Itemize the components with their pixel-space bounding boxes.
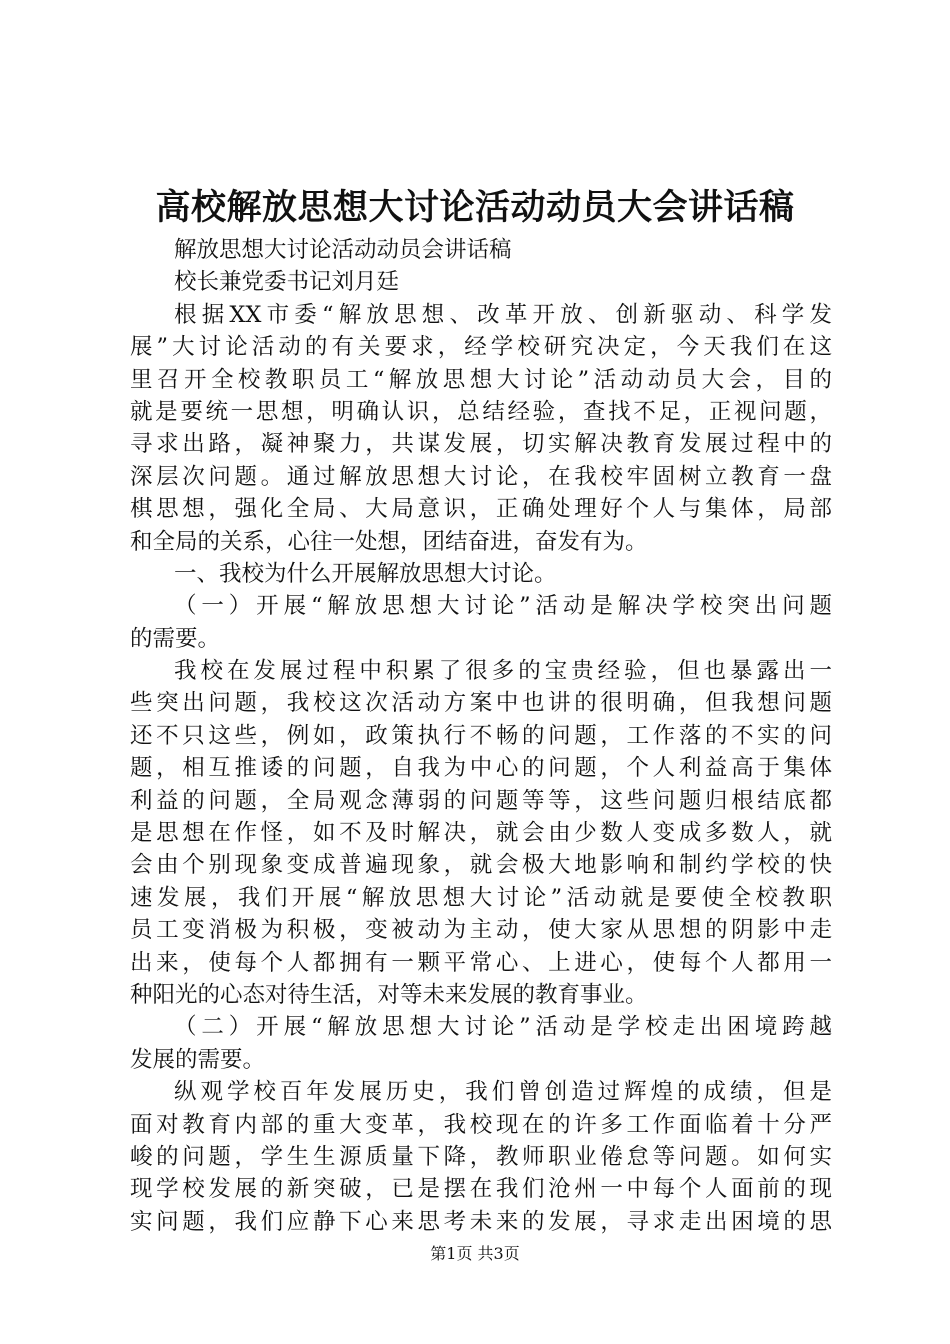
paragraph-line: 员工变消极为积极，变被动为主动，使大家从思想的阴影中走 (130, 917, 832, 944)
paragraph-line: 纵观学校百年发展历史，我们曾创造过辉煌的成绩，但是 (174, 1079, 832, 1106)
document-title: 高校解放思想大讨论活动动员大会讲话稿 (155, 187, 795, 228)
paragraph-line: 些突出问题，我校这次活动方案中也讲的很明确，但我想问题 (130, 690, 832, 717)
paragraph-line: 棋思想，强化全局、大局意识，正确处理好个人与集体，局部 (130, 496, 832, 523)
author-line: 校长兼党委书记刘月廷 (174, 269, 400, 296)
paragraph-line: 利益的问题，全局观念薄弱的问题等等，这些问题归根结底都 (130, 787, 832, 814)
subsection-heading: （一）开展“解放思想大讨论”活动是解决学校突出问题 (174, 593, 832, 620)
paragraph-line: 面对教育内部的重大变革，我校现在的许多工作面临着十分严 (130, 1111, 832, 1138)
paragraph-line: 现学校发展的新突破，已是摆在我们沧州一中每个人面前的现 (130, 1176, 832, 1203)
paragraph-line: 寻求出路，凝神聚力，共谋发展，切实解决教育发展过程中的 (130, 431, 832, 458)
document-body (130, 234, 832, 1238)
paragraph-line: 是思想在作怪，如不及时解决，就会由少数人变成多数人，就 (130, 820, 832, 847)
paragraph-line: 和全局的关系，心往一处想，团结奋进，奋发有为。 (130, 528, 648, 555)
page-number: 第1页 共3页 (430, 1244, 520, 1263)
subsection-heading: 的需要。 (130, 625, 221, 652)
paragraph-line: 就是要统一思想，明确认识，总结经验，查找不足，正视问题， (130, 398, 832, 425)
paragraph-line: 还不只这些，例如，政策执行不畅的问题，工作落的不实的问 (130, 722, 832, 749)
paragraph-line: 深层次问题。通过解放思想大讨论，在我校牢固树立教育一盘 (130, 463, 832, 490)
paragraph-line: 根据XX市委“解放思想、改革开放、创新驱动、科学发 (174, 301, 832, 328)
subsection-heading: （二）开展“解放思想大讨论”活动是学校走出困境跨越 (174, 1014, 832, 1041)
subtitle-line: 解放思想大讨论活动动员会讲话稿 (174, 237, 512, 263)
paragraph-line: 里召开全校教职员工“解放思想大讨论”活动动员大会，目的 (130, 366, 832, 393)
paragraph-line: 出来，使每个人都拥有一颗平常心、上进心，使每个人都用一 (130, 949, 832, 976)
paragraph-line: 题，相互推诿的问题，自我为中心的问题，个人利益高于集体 (130, 755, 832, 782)
paragraph-line: 展”大讨论活动的有关要求，经学校研究决定，今天我们在这 (130, 334, 832, 361)
paragraph-line: 峻的问题，学生生源质量下降，教师职业倦怠等问题。如何实 (130, 1143, 832, 1170)
paragraph-line: 实问题，我们应静下心来思考未来的发展，寻求走出困境的思 (130, 1208, 832, 1235)
paragraph-line: 会由个别现象变成普遍现象，就会极大地影响和制约学校的快 (130, 852, 832, 879)
paragraph-line: 速发展，我们开展“解放思想大讨论”活动就是要使全校教职 (130, 884, 832, 911)
paragraph-line: 我校在发展过程中积累了很多的宝贵经验，但也暴露出一 (174, 658, 832, 685)
subsection-heading: 发展的需要。 (130, 1046, 266, 1073)
section-heading: 一、我校为什么开展解放思想大讨论。 (174, 560, 557, 587)
paragraph-line: 种阳光的心态对待生活，对等未来发展的教育事业。 (130, 981, 648, 1008)
